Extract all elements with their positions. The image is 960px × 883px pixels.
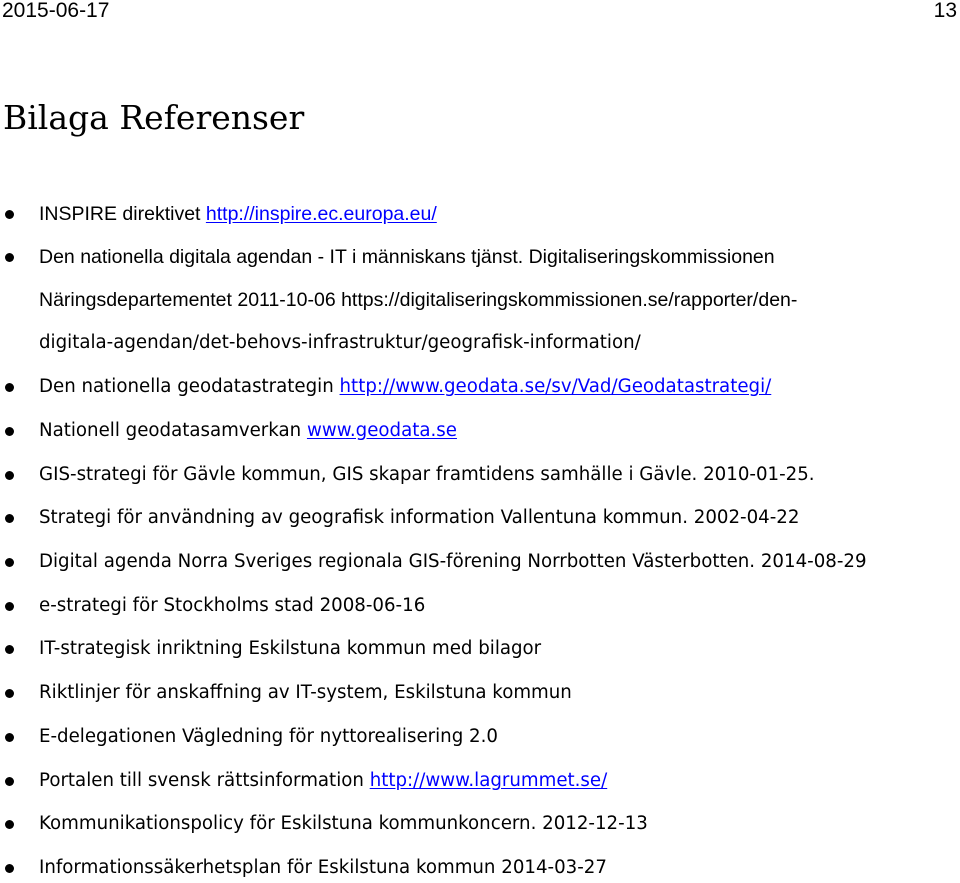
- reference-text: Kommunikationspolicy för Eskilstuna kommunkoncern. 2012-12-13: [39, 813, 648, 834]
- page-number: 13: [933, 0, 957, 22]
- bullet-icon: [5, 864, 14, 873]
- reference-text: [39, 418, 457, 444]
- bullet-icon: [5, 645, 14, 654]
- reference-link[interactable]: www.geodata.se: [306, 420, 457, 441]
- reference-label: INSPIRE direktivet: [39, 203, 206, 225]
- reference-line: Den nationella digitala agendan - IT i människans tjänst. Digitaliseringskommissionen: [39, 246, 775, 268]
- bullet-icon: [5, 427, 14, 436]
- bullet-icon: [5, 689, 14, 698]
- reference-text: Strategi för användning av geografisk information Vallentuna kommun. 2002-04-22: [39, 507, 800, 528]
- bullet-icon: [5, 558, 14, 567]
- bullet-icon: [5, 514, 14, 523]
- reference-text: [39, 201, 437, 227]
- reference-text: E-delegationen Vägledning för nyttorealisering 2.0: [39, 726, 498, 747]
- reference-line: Näringsdepartementet 2011-10-06 https://digitaliseringskommissionen.se/rapporter/den-: [39, 289, 798, 311]
- reference-label: Den nationella geodatastrategin: [39, 376, 340, 397]
- reference-text: IT-strategisk inriktning Eskilstuna kommun med bilagor: [39, 638, 542, 659]
- reference-link[interactable]: http://www.geodata.se/sv/Vad/Geodatastrategi/: [339, 376, 772, 397]
- reference-text: [39, 374, 771, 400]
- reference-text: [39, 768, 607, 794]
- reference-label: Portalen till svensk rättsinformation: [39, 770, 370, 791]
- bullet-icon: [5, 210, 14, 219]
- bullet-icon: [5, 471, 14, 480]
- reference-text: GIS-strategi för Gävle kommun, GIS skapar framtidens samhälle i Gävle. 2010-01-25.: [39, 464, 815, 485]
- page-title: Bilaga Referenser: [3, 98, 305, 137]
- bullet-icon: [5, 733, 14, 742]
- bullet-icon: [5, 383, 14, 392]
- reference-text: Riktlinjer för anskaffning av IT-system, Eskilstuna kommun: [39, 682, 572, 703]
- bullet-icon: [5, 253, 14, 262]
- reference-link[interactable]: http://inspire.ec.europa.eu/: [205, 203, 437, 225]
- bullet-icon: [5, 602, 14, 611]
- reference-text: e-strategi för Stockholms stad 2008-06-16: [39, 595, 426, 616]
- reference-label: Nationell geodatasamverkan: [39, 420, 307, 441]
- reference-text: Digital agenda Norra Sveriges regionala GIS-förening Norrbotten Västerbotten. 2014-08-29: [39, 551, 867, 572]
- reference-link[interactable]: http://www.lagrummet.se/: [369, 770, 608, 791]
- bullet-icon: [5, 777, 14, 786]
- reference-text: Informationssäkerhetsplan för Eskilstuna kommun 2014-03-27: [39, 857, 607, 878]
- reference-line: digitala-agendan/det-behovs-infrastruktur/geografisk-information/: [39, 332, 641, 353]
- header-date: 2015-06-17: [2, 0, 110, 22]
- bullet-icon: [5, 820, 14, 829]
